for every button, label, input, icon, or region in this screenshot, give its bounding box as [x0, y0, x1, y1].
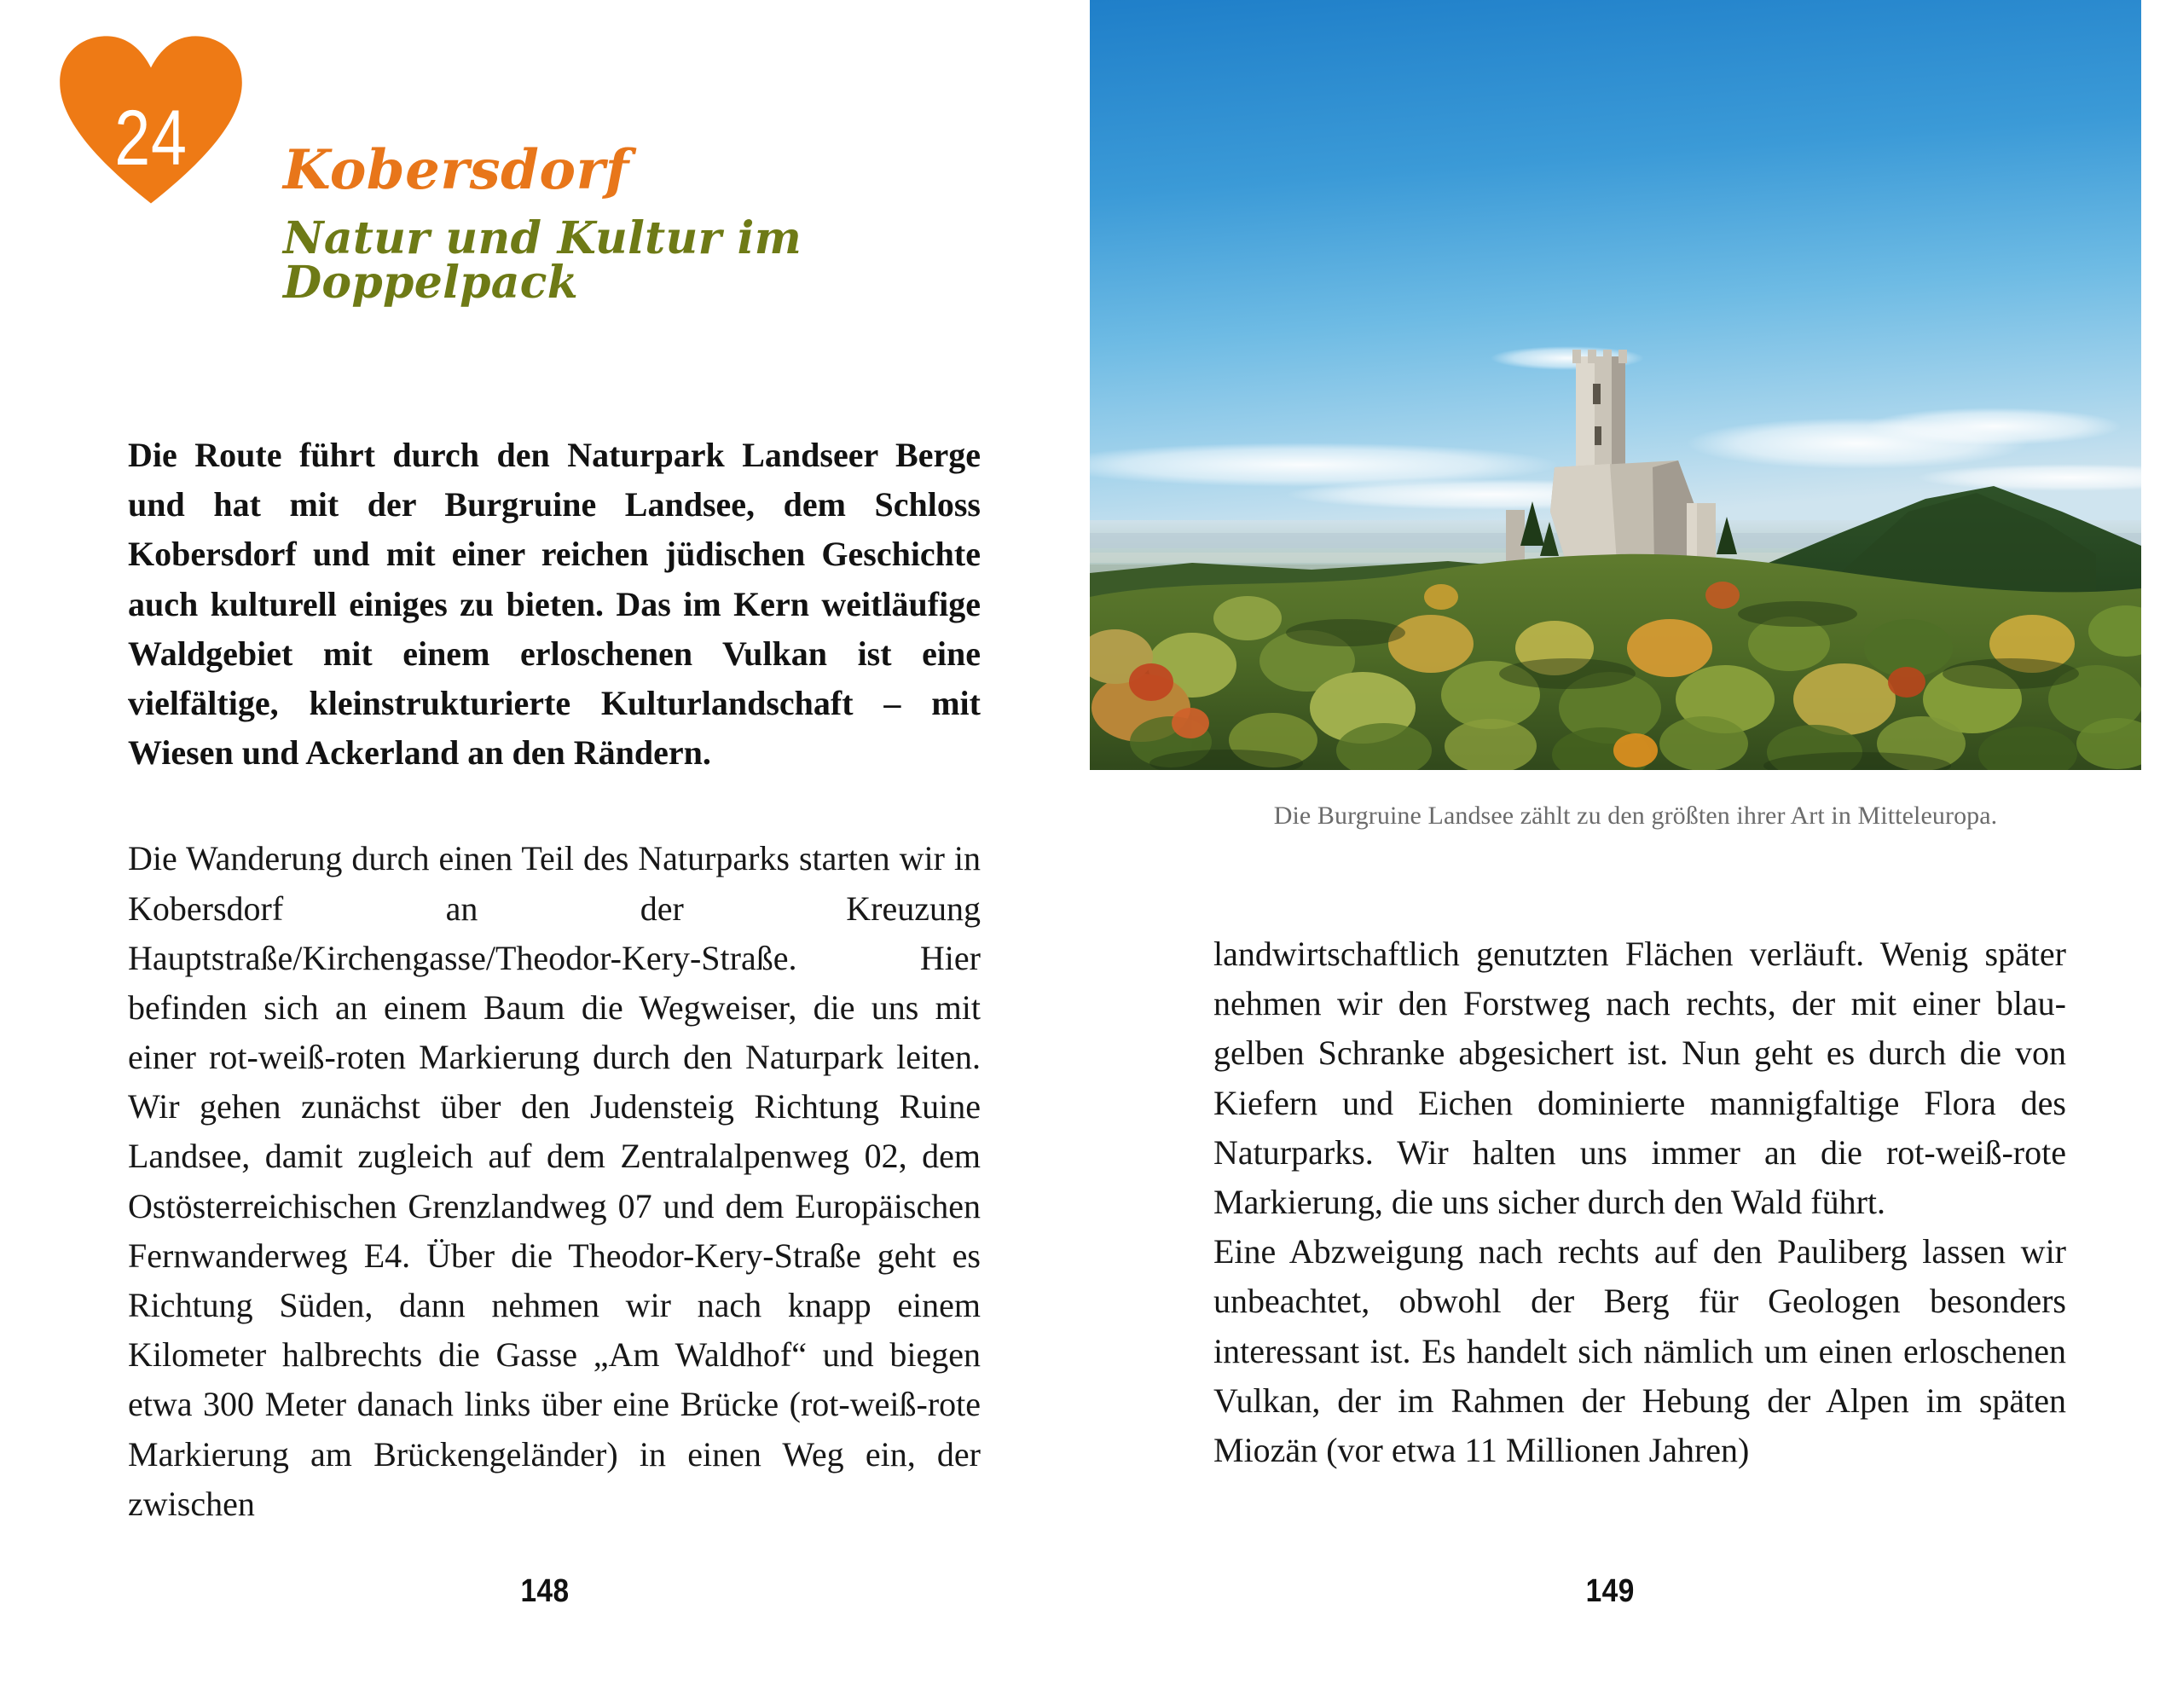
lead-paragraph: Die Route führt durch den Naturpark Landseer Berge und hat mit der Burgruine Landsee, dem Schloss Kobersdorf und mit einer reichen jüdischen Geschichte auch kulturell einiges zu bieten. Das im Kern weitläufige Waldgebiet mit einem erloschenen Vulkan ist eine vielfältige, kleinstrukturierte Kulturlandschaft – mit Wiesen und Ackerland an den Rändern. — [128, 436, 981, 773]
route-title: Kobersdorf — [283, 138, 629, 202]
right-body-paragraph-1: landwirtschaftlich genutzten Flächen verläuft. Wenig später nehmen wir den Forstweg nach rechts, der mit einer blau-gelben Schranke abgesichert ist. Nun geht es durch die von Kiefern und Eichen dominierte mannigfaltige Flora des Naturparks. Wir halten uns immer an die rot-weiß-rote Markierung, die uns sicher durch den Wald führt. — [1213, 935, 2066, 1221]
route-subtitle: Natur und Kultur im Doppelpack — [283, 212, 802, 309]
page-number-right — [1155, 1573, 2117, 1610]
route-number-badge — [58, 32, 244, 213]
page-number-right-label: 149 — [1585, 1573, 1635, 1609]
left-body-paragraph: Die Wanderung durch einen Teil des Naturparks starten wir in Kobersdorf an der Kreuzung Hauptstraße/Kirchengasse/Theodor-Kery-Straße. Hier befinden sich an einem Baum die Wegweiser, die uns mit einer rot-weiß-roten Markierung durch den Naturpark leiten. Wir gehen zunächst über den Judensteig Richtung Ruine Landsee, damit zugleich auf dem Zentralalpenweg 02, dem Ostösterreichischen Grenzlandweg 07 und dem Europäischen Fernwanderweg E4. Über die Theodor-Kery-Straße geht es Richtung Süden, dann nehmen wir nach knapp einem Kilometer halbrechts die Gasse „Am Waldhof“ und biegen etwa 300 Meter danach links über eine Brücke (rot-weiß-rote Markierung am Brückengeländer) in einen Weg ein, der zwischen — [128, 839, 981, 1523]
right-body-paragraph-2: Eine Abzweigung nach rechts auf den Pauliberg lassen wir unbeachtet, obwohl der Berg für Geologen besonders interessant ist. Es handelt sich nämlich um einen erloschenen Vulkan, der im Rahmen der Hebung der Alpen im späten Miozän (vor etwa 11 Millionen Jahren) — [1213, 1232, 2066, 1469]
left-text-column — [128, 431, 981, 1529]
right-page — [1090, 0, 2183, 1708]
route-number-label: 24 — [114, 95, 188, 182]
photo-caption: Die Burgruine Landsee zählt zu den größten ihrer Art in Mitteleuropa. — [1273, 802, 1998, 830]
burgruine-landsee-photo — [1090, 0, 2141, 770]
left-page — [0, 0, 1090, 1708]
title-block — [283, 138, 1051, 309]
page-number-left: 148 — [520, 1573, 570, 1609]
right-text-column — [1213, 929, 2066, 1475]
